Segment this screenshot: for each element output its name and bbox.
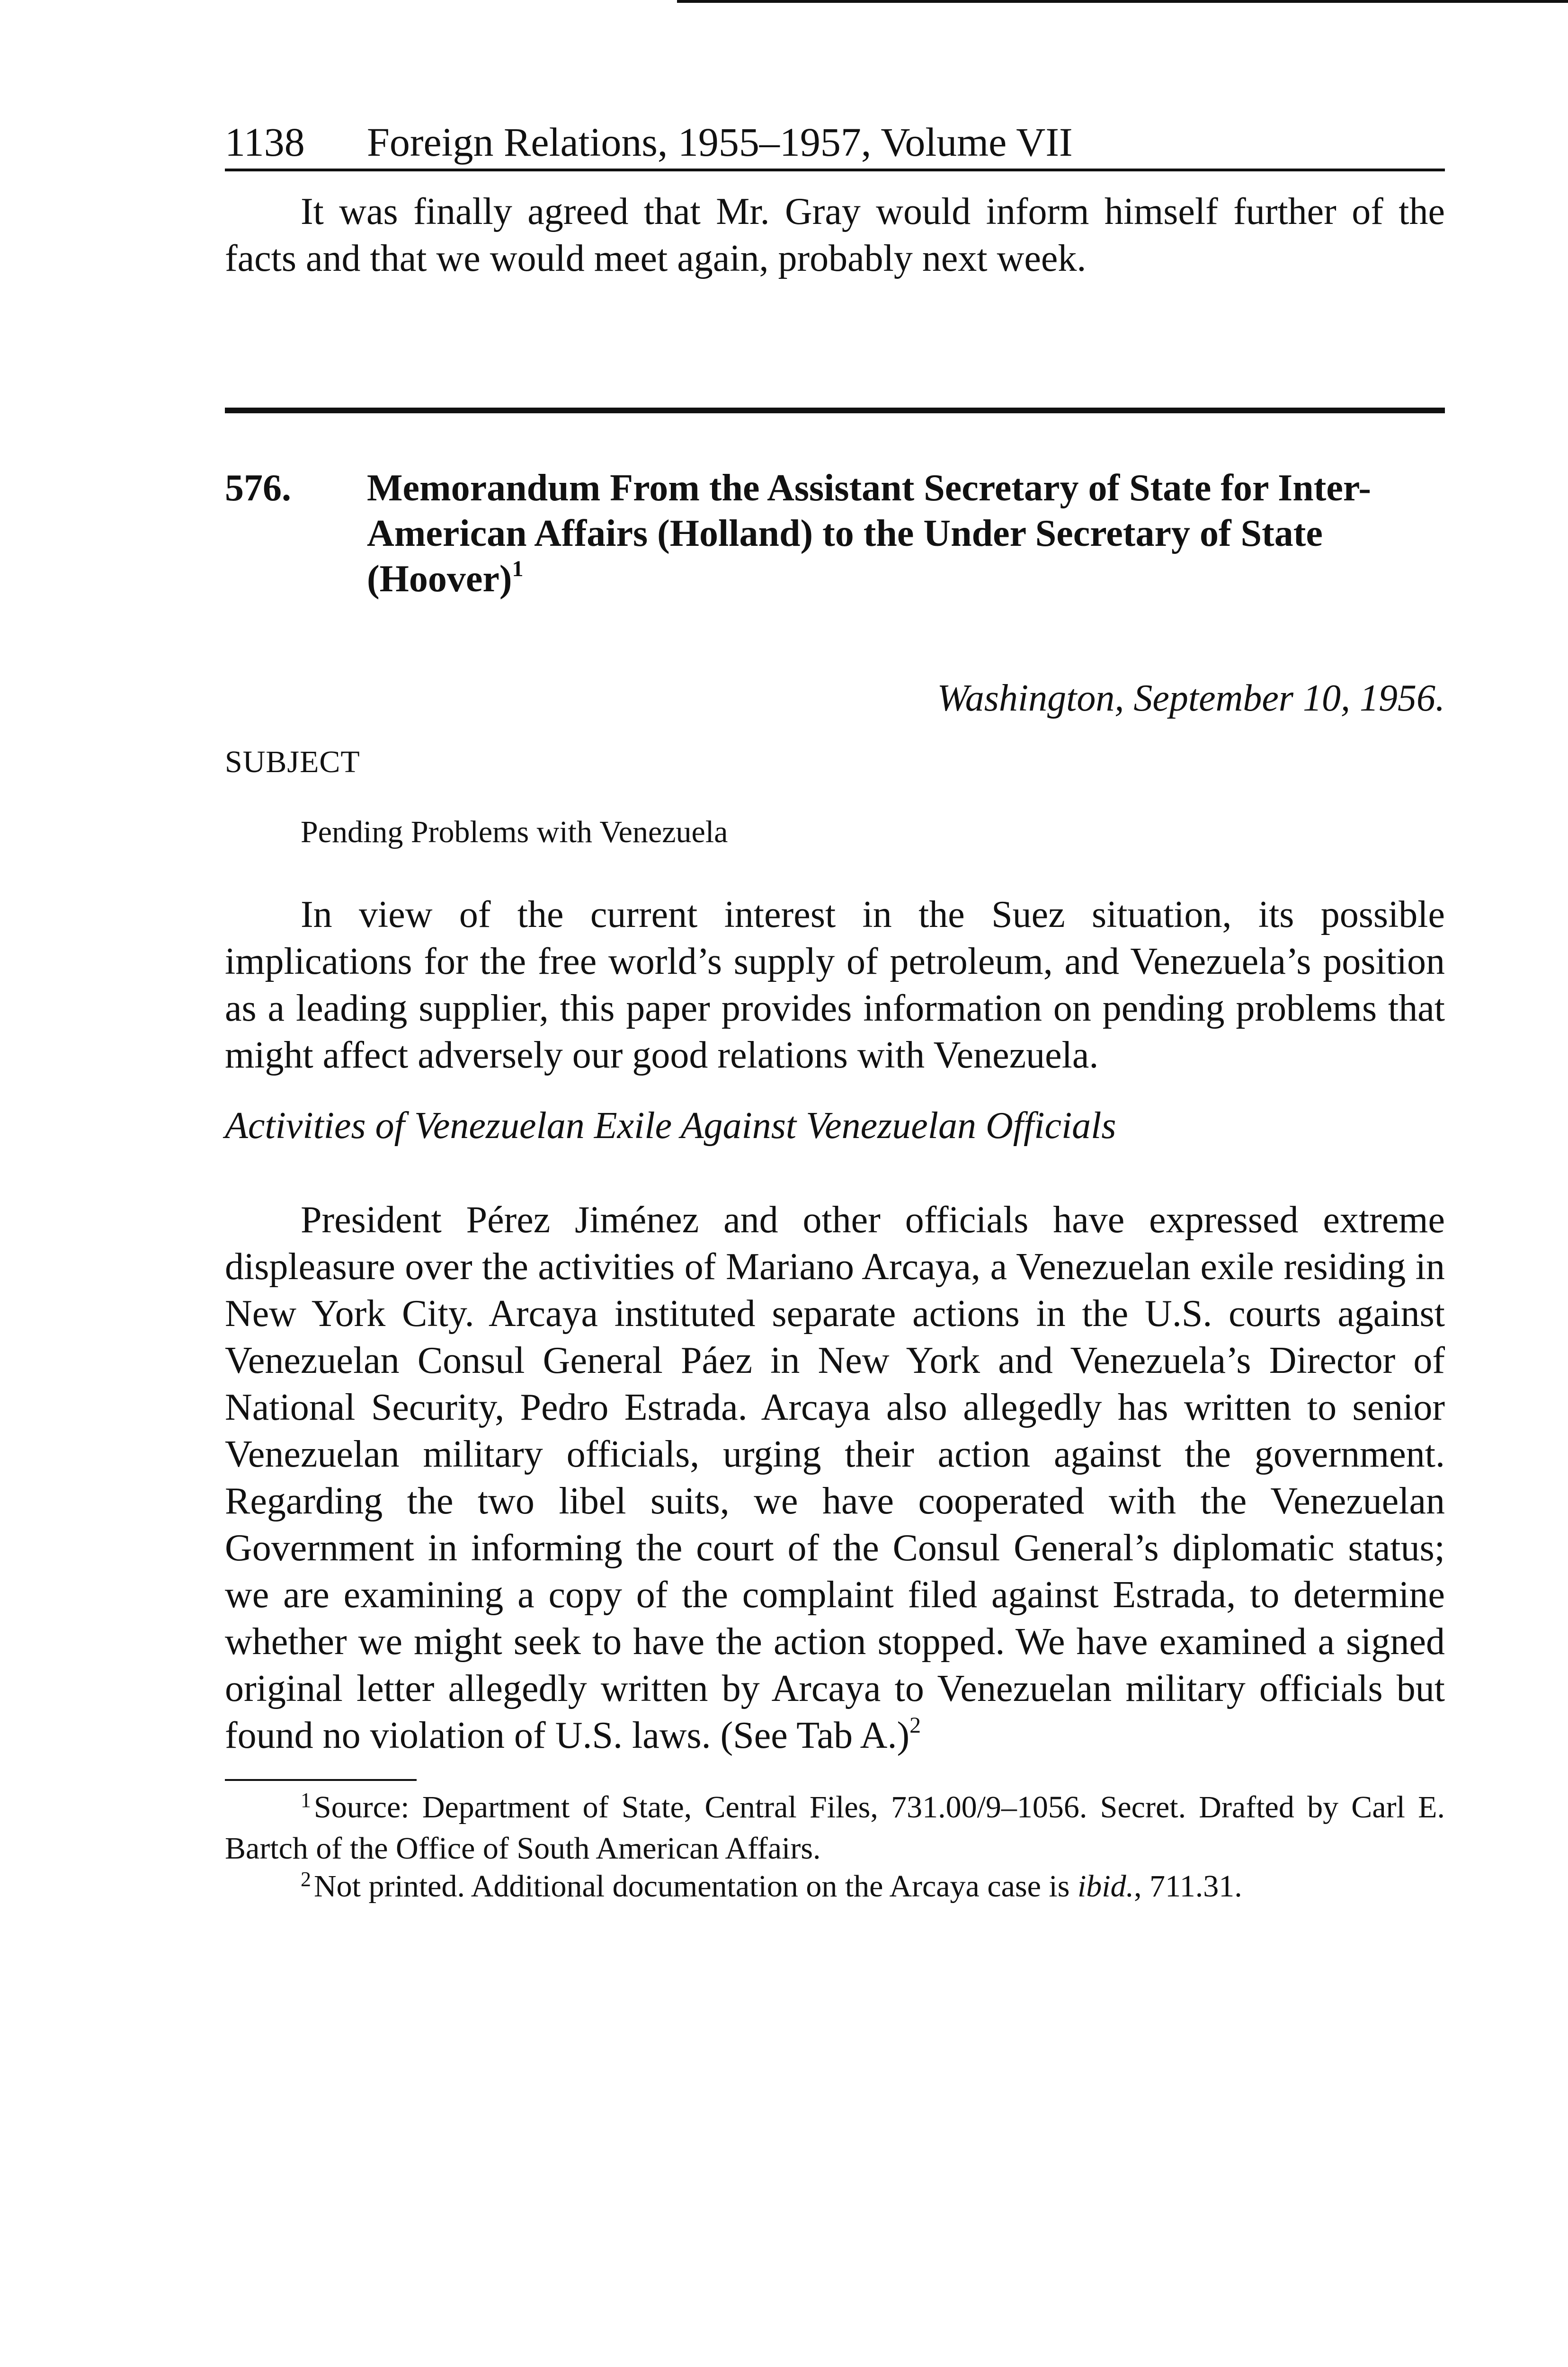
document-number: 576. bbox=[225, 467, 291, 509]
running-head bbox=[225, 118, 1445, 171]
volume-title: Foreign Relations, 1955–1957, Volume VII bbox=[367, 119, 1073, 165]
footnote-2-text: Not printed. Additional documentation on the Arcaya case is bbox=[314, 1869, 1078, 1904]
footnote-ref-2: 2 bbox=[909, 1712, 921, 1738]
page-number: 1138 bbox=[225, 119, 305, 165]
intro-paragraph: In view of the current interest in the Suez situation, its possible implications for the free world’s supply of petroleum, and Venezuela’s position as a leading supplier, this paper provides information on pending problems that might affect adversely our good relations with Venezuela. bbox=[225, 894, 1445, 1076]
dateline: Washington, September 10, 1956. bbox=[937, 677, 1445, 719]
document-heading bbox=[225, 465, 1445, 602]
section-paragraph-block bbox=[225, 1197, 1445, 1759]
section-divider bbox=[225, 408, 1445, 413]
footnote-2-ibid: ibid. bbox=[1077, 1869, 1134, 1904]
footnote-ref-1: 1 bbox=[512, 556, 524, 581]
footnote-1-mark: 1 bbox=[301, 1789, 311, 1812]
scan-edge-rule bbox=[677, 0, 1568, 3]
subject-text: Pending Problems with Venezuela bbox=[301, 815, 728, 849]
footnote-rule bbox=[225, 1779, 417, 1781]
footnote-2-text-end: , 711.31. bbox=[1134, 1869, 1242, 1904]
section-heading: Activities of Venezuelan Exile Against Venezuelan Officials bbox=[225, 1105, 1116, 1147]
section-paragraph: President Pérez Jiménez and other officials have expressed extreme displeasure over the activities of Mariano Arcaya, a Venezuelan exile residing in New York City. Arcaya instituted separate actions in the U.S. courts against Venezuelan Consul General Páez in New York and Venezuela’s Director of National Security, Pedro Estrada. Arcaya also allegedly has written to senior Venezuelan military officials, urging their action against the government. Regarding the two libel suits, we have cooperated with the Venezuelan Government in informing the court of the Consul General’s diplomatic status; we are examining a copy of the complaint filed against Estrada, to determine whether we might seek to have the action stopped. We have examined a signed original letter allegedly written by Arcaya to Venezuelan military officials but found no violation of U.S. laws. (See Tab A.) bbox=[225, 1199, 1445, 1756]
subject-label: SUBJECT bbox=[225, 745, 360, 779]
footnote-2-mark: 2 bbox=[301, 1868, 311, 1891]
document-title: Memorandum From the Assistant Secretary of State for Inter-American Affairs (Holland) to the Under Secretary of State (Hoover) bbox=[367, 467, 1372, 600]
footnote-1 bbox=[225, 1789, 1445, 1868]
continuation-paragraph: It was finally agreed that Mr. Gray would inform himself further of the facts and that we would meet again, probably next week. bbox=[225, 191, 1445, 279]
footnote-2 bbox=[225, 1868, 1445, 1909]
footnote-1-text: Source: Department of State, Central Files, 731.00/9–1056. Secret. Drafted by Carl E. Bartch of the Office of South American Affairs. bbox=[225, 1790, 1445, 1866]
page-content bbox=[225, 118, 1445, 1909]
document-title-block bbox=[367, 465, 1445, 602]
